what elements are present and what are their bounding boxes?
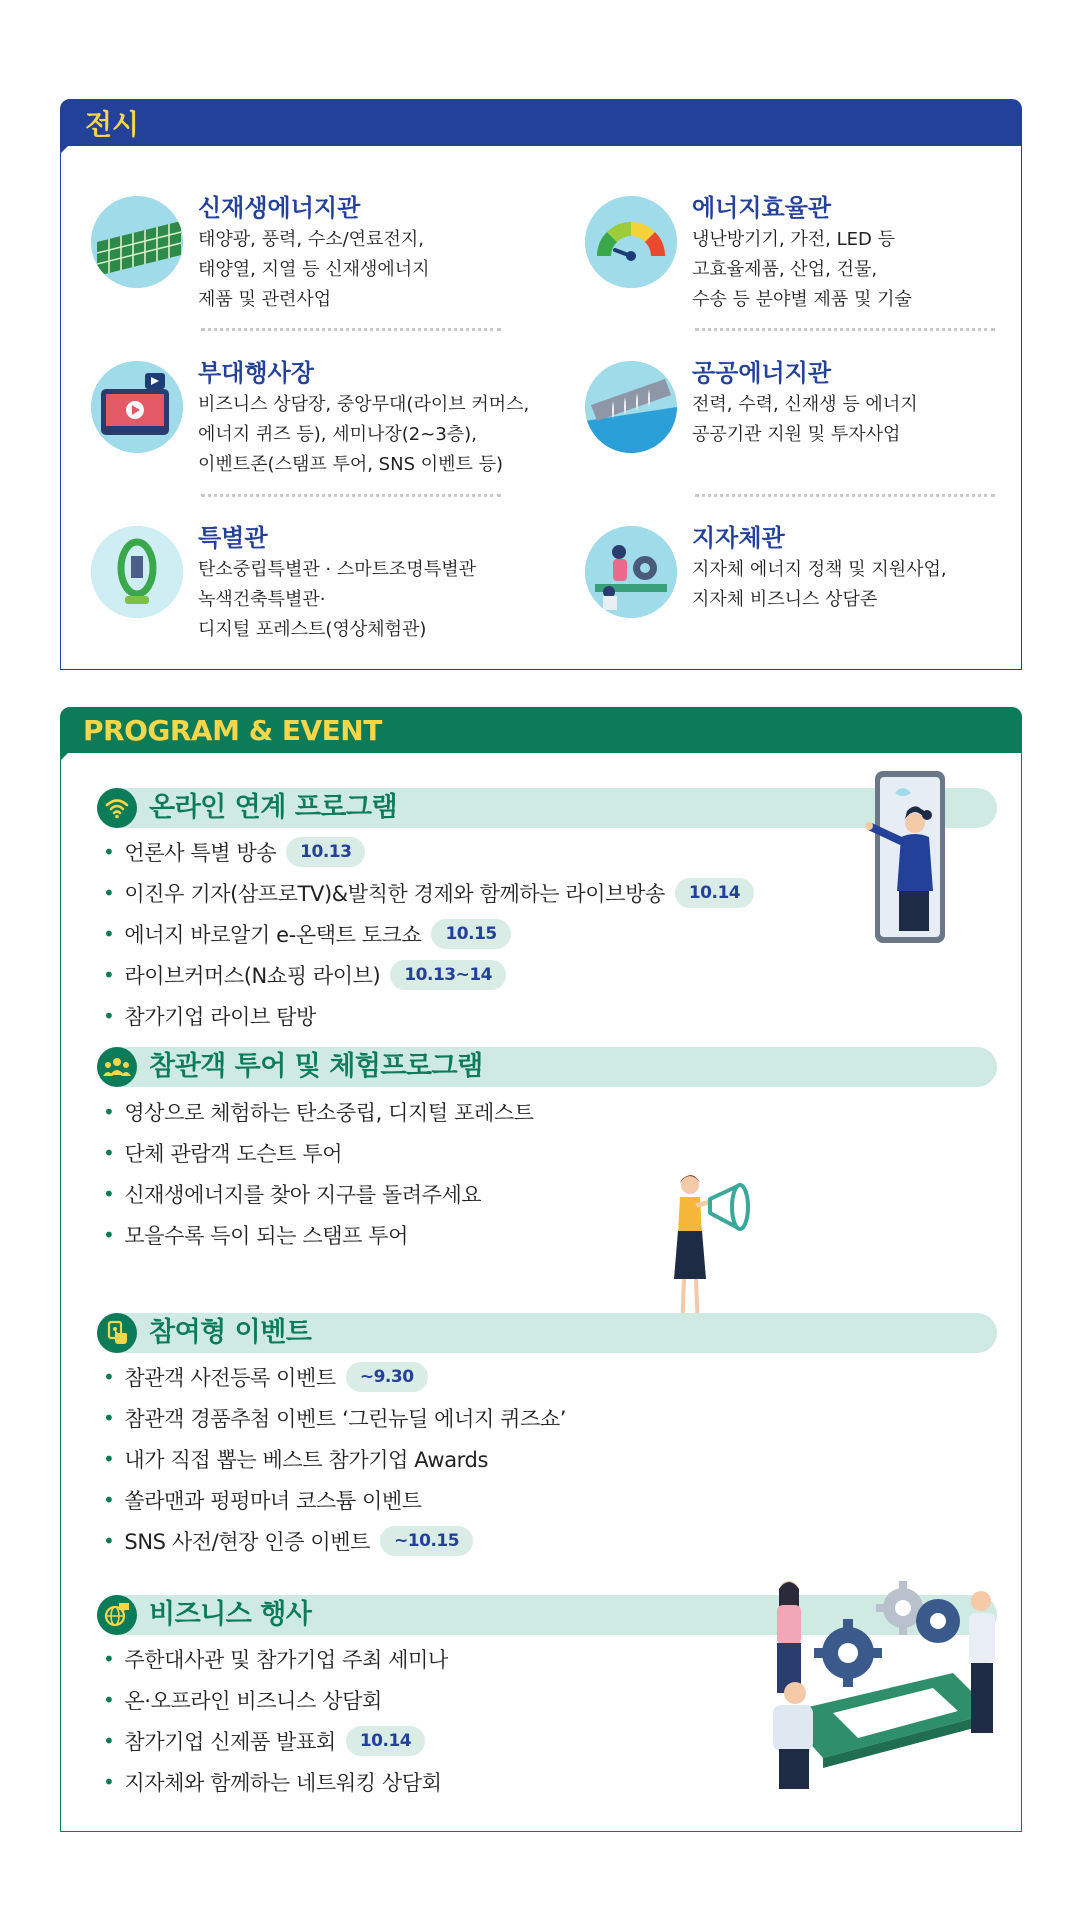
exhibition-header [61, 100, 1021, 146]
wifi-icon [97, 788, 137, 828]
list-item: • SNS 사전/현장 인증 이벤트 ~10.15 [103, 1525, 473, 1557]
solar-panel-icon [91, 196, 183, 288]
hall-energy-efficiency [585, 188, 995, 308]
list-item: • 이진우 기자(삼프로TV)&발칙한 경제와 함께하는 라이브방송 10.14 [103, 877, 754, 909]
divider [695, 328, 995, 331]
hall-title: 지자체관 [692, 524, 785, 552]
globe-chat-icon [97, 1595, 137, 1635]
section-title: 온라인 연계 프로그램 [149, 792, 398, 823]
tablet-presenter-illustration [863, 771, 953, 955]
section-title: 참관객 투어 및 체험프로그램 [149, 1051, 483, 1082]
hall-side-events [91, 353, 530, 475]
list-item: • 영상으로 체험하는 탄소중립, 디지털 포레스트 [103, 1100, 534, 1125]
hall-description: 전력, 수력, 신재생 등 에너지 공공기관 지원 및 투자사업 [692, 394, 918, 445]
list-item: • 쏠라맨과 펑펑마녀 코스튬 이벤트 [103, 1488, 422, 1513]
hall-public-energy [585, 353, 995, 473]
hall-title: 특별관 [198, 524, 268, 552]
hall-description: 탄소중립특별관 · 스마트조명특별관 녹색건축특별관· 디지털 포레스트(영상체험관) [198, 559, 476, 640]
list-item: • 단체 관람객 도슨트 투어 [103, 1141, 343, 1166]
divider [201, 494, 501, 497]
date-badge: 10.14 [346, 1726, 425, 1756]
business-meeting-illustration [753, 1563, 1003, 1807]
date-badge: ~10.15 [380, 1526, 473, 1556]
section-title: 비즈니스 행사 [149, 1599, 312, 1630]
divider [201, 328, 501, 331]
list-item: • 언론사 특별 방송 10.13 [103, 836, 365, 868]
hall-local-government [585, 518, 995, 638]
date-badge: ~9.30 [346, 1362, 428, 1392]
date-badge: 10.13~14 [390, 960, 506, 990]
list-item: • 모을수록 득이 되는 스탬프 투어 [103, 1223, 409, 1248]
list-item: • 지자체와 함께하는 네트워킹 상담회 [103, 1770, 442, 1795]
list-item: • 주한대사관 및 참가기업 주최 세미나 [103, 1647, 448, 1672]
list-item: • 참가기업 신제품 발표회 10.14 [103, 1725, 425, 1757]
exhibition-title: 전시 [85, 108, 140, 141]
hand-tap-icon [97, 1313, 137, 1353]
hall-title: 에너지효율관 [692, 194, 832, 222]
list-item: • 온·오프라인 비즈니스 상담회 [103, 1688, 382, 1713]
green-trophy-icon [91, 526, 183, 618]
hall-title: 부대행사장 [198, 359, 314, 387]
hydro-dam-icon [585, 361, 677, 453]
live-streaming-icon [91, 361, 183, 453]
list-item: • 내가 직접 뽑는 베스트 참가기업 Awards [103, 1447, 488, 1472]
date-badge: 10.13 [286, 837, 365, 867]
hall-title: 공공에너지관 [692, 359, 832, 387]
hall-special [91, 518, 501, 638]
date-badge: 10.14 [675, 878, 754, 908]
hall-description: 태양광, 풍력, 수소/연료전지, 태양열, 지열 등 신재생에너지 제품 및 관련사업 [198, 229, 430, 310]
list-item: • 참관객 경품추첨 이벤트 ‘그린뉴딜 에너지 퀴즈쇼’ [103, 1406, 567, 1431]
list-item: • 신재생에너지를 찾아 지구를 돌려주세요 [103, 1182, 482, 1207]
hall-description: 지자체 에너지 정책 및 지원사업, 지자체 비즈니스 상담존 [692, 559, 947, 610]
header-corner-accent [60, 144, 70, 154]
group-people-icon [97, 1047, 137, 1087]
list-item: • 에너지 바로알기 e-온택트 토크쇼 10.15 [103, 918, 511, 950]
program-header [61, 708, 1021, 753]
program-title: PROGRAM & EVENT [83, 714, 382, 747]
exhibition-panel [60, 99, 1022, 670]
hall-renewable-energy [91, 188, 501, 308]
section-title: 참여형 이벤트 [149, 1317, 312, 1348]
business-meeting-icon [585, 526, 677, 618]
list-item: • 참관객 사전등록 이벤트 ~9.30 [103, 1361, 428, 1393]
hall-description: 비즈니스 상담장, 중앙무대(라이브 커머스, 에너지 퀴즈 등), 세미나장(2~3층), 이벤트존(스탬프 투어, SNS 이벤트 등) [198, 394, 530, 475]
list-item: • 참가기업 라이브 탐방 [103, 1004, 316, 1029]
hall-title: 신재생에너지관 [198, 194, 361, 222]
date-badge: 10.15 [431, 919, 510, 949]
list-item: • 라이브커머스(N쇼핑 라이브) 10.13~14 [103, 959, 506, 991]
hall-description: 냉난방기기, 가전, LED 등 고효율제품, 산업, 건물, 수송 등 분야별 제품 및 기술 [692, 229, 912, 310]
divider [695, 494, 995, 497]
header-corner-accent [60, 751, 70, 761]
efficiency-gauge-icon [585, 196, 677, 288]
program-panel [60, 707, 1022, 1832]
